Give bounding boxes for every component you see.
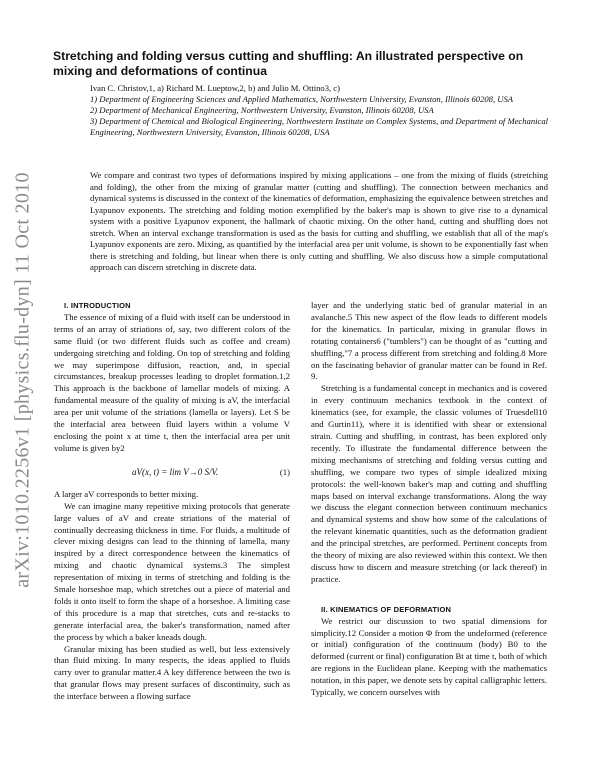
section-heading-introduction: I. INTRODUCTION — [64, 301, 131, 310]
author-line: Ivan C. Christov,1, a) Richard M. Lueptow,2, b) and Julio M. Ottino3, c) — [90, 83, 340, 93]
equation-body: aV(x, t) = lim V→0 S/V. — [132, 466, 219, 477]
paper-title: Stretching and folding versus cutting and shuffling: An illustrated perspective on mixing and deformations of continua — [53, 49, 524, 78]
arxiv-sidebar — [12, 160, 34, 600]
paragraph: layer and the underlying static bed of granular material in an avalanche.5 This new aspect of the flow leads to different models for the kinematics. In particular, mixing in granular flows in rotating containers6 ("tumblers") can be thought of as "cutting and shuffling,"7 a process different from stretching and folding.8 More on the fascinating behavior of granular matter can be found in Ref. 9. — [311, 300, 547, 382]
paragraph: Granular mixing has been studied as well, but less extensively than fluid mixing. In many respects, the ideas applied to fluids carry over to granular matter.4 A key difference between the two is that granular flows may present surfaces of discontinuity, such as the interface between a flowing surface — [54, 643, 290, 702]
paragraph: Stretching is a fundamental concept in mechanics and is covered in every continuum mechanics textbook in the context of kinematics (see, for example, the classic volumes of Truesdell10 and Gurtin11), where it is identified with shear or extensional strain. Cutting and shuffling, in contrast, has been explored only recently. To illustrate the fundamental difference between the mixing mechanisms of stretching and folding versus cutting and shuffling, we compare two types of simple idealized mixing protocols: the well-known baker's map and cutting and shuffling maps based on interval exchange transformations. Along the way we discuss the elegant connection between continuum mechanics and dynamical systems and show how some of the calculations of the relevant kinematic quantities, such as the deformation gradient and the principal stretches, are performed. Pertinent concepts from the theory of mixing are also reviewed within this context. We then discuss how to discern and measure stretching (or lack thereof) in practice. — [311, 383, 547, 584]
affiliation-2: 2) Department of Mechanical Engineering, Northwestern University, Evanston, Illinois 60208, USA — [90, 105, 434, 115]
left-column — [54, 300, 290, 703]
section-heading-kinematics: II. KINEMATICS OF DEFORMATION — [321, 604, 452, 614]
paragraph: A larger aV corresponds to better mixing. — [54, 488, 199, 499]
equation-1 — [54, 463, 290, 483]
arxiv-id: arXiv:1010.2256v1 [physics.flu-dyn] 11 Oct 2010 — [11, 172, 34, 588]
equation-number: (1) — [279, 466, 290, 477]
paragraph: We can imagine many repetitive mixing protocols that generate large values of aV and create striations of the material of continually decreasing thickness in time. For fluids, a multitude of clever mixing designs can lead to the thinning of lamella, many inspired by a direct correspondence between the kinematics of mixing and chaotic dynamical systems.3 The simplest representation of mixing in terms of stretching and folding is the Smale horseshoe map, which stretches out a piece of material and folds it onto itself to form the shape of a horseshoe. A limiting case of this procedure is a map that stretches, cuts and re-stacks to generate interfacial area, the baker's transformation, named after the process by which a baker kneads dough. — [54, 500, 290, 642]
affiliation-1: 1) Department of Engineering Sciences and Applied Mathematics, Northwestern University, Evanston, Illinois 60208, USA — [90, 94, 514, 104]
paragraph: We restrict our discussion to two spatial dimensions for simplicity.12 Consider a motion Φ from the undeformed (reference or initial) configuration of the continuum (body) B0 to the deformed (current or final) configuration Bt at time t, both of which are regions in the Euclidean plane. Keeping with the mathematics notation, in this paper, we denote sets by capital calligraphic letters. Typically, we concern ourselves with — [311, 615, 547, 698]
paragraph: The essence of mixing of a fluid with itself can be understood in terms of an array of striations of, say, two different colors of the same fluid (or two different fluids such as coffee and cream) undergoing stretching and folding. On top of stretching and folding we may superimpose diffusion, reaction, and, in special circumstances, breakup processes leading to droplet formation.1,2 This approach is the backbone of lamellar models of mixing. A fundamental measure of the quality of mixing is aV, the interfacial area per unit volume of the striations (lamella or layers). Let S be the interfacial area between fluid layers within a volume V enclosing the point x at time t, then the interfacial area per unit volume is given by2 — [54, 311, 290, 453]
author-block — [90, 83, 560, 138]
right-column — [311, 300, 547, 699]
affiliation-3: 3) Department of Chemical and Biological Engineering, Northwestern Institute on Complex Systems, and Department of Mechanical Engineering, Northwestern University, Evanston, Illinois 60208, USA — [90, 116, 549, 137]
abstract: We compare and contrast two types of deformations inspired by mixing applications – one from the mixing of fluids (stretching and folding), the other from the mixing of granular matter (cutting and shuffling). The connection between mechanics and dynamical systems is discussed in the context of the kinematics of deformation, emphasizing the equivalence between stretches and Lyapunov exponents. The stretching and folding motion exemplified by the baker's map is shown to give rise to a dynamical system with a positive Lyapunov exponent, the hallmark of chaotic mixing. On the other hand, cutting and shuffling does not stretch. When an interval exchange transformation is used as the basis for cutting and shuffling, we establish that all of the map's Lyapunov exponents are zero. Mixing, as quantified by the interfacial area per unit volume, is shown to be exponentially fast when there is stretching and folding, but linear when there is only cutting and shuffling. We also discuss how a simple computational approach can discern stretching in discrete data. — [90, 170, 548, 272]
